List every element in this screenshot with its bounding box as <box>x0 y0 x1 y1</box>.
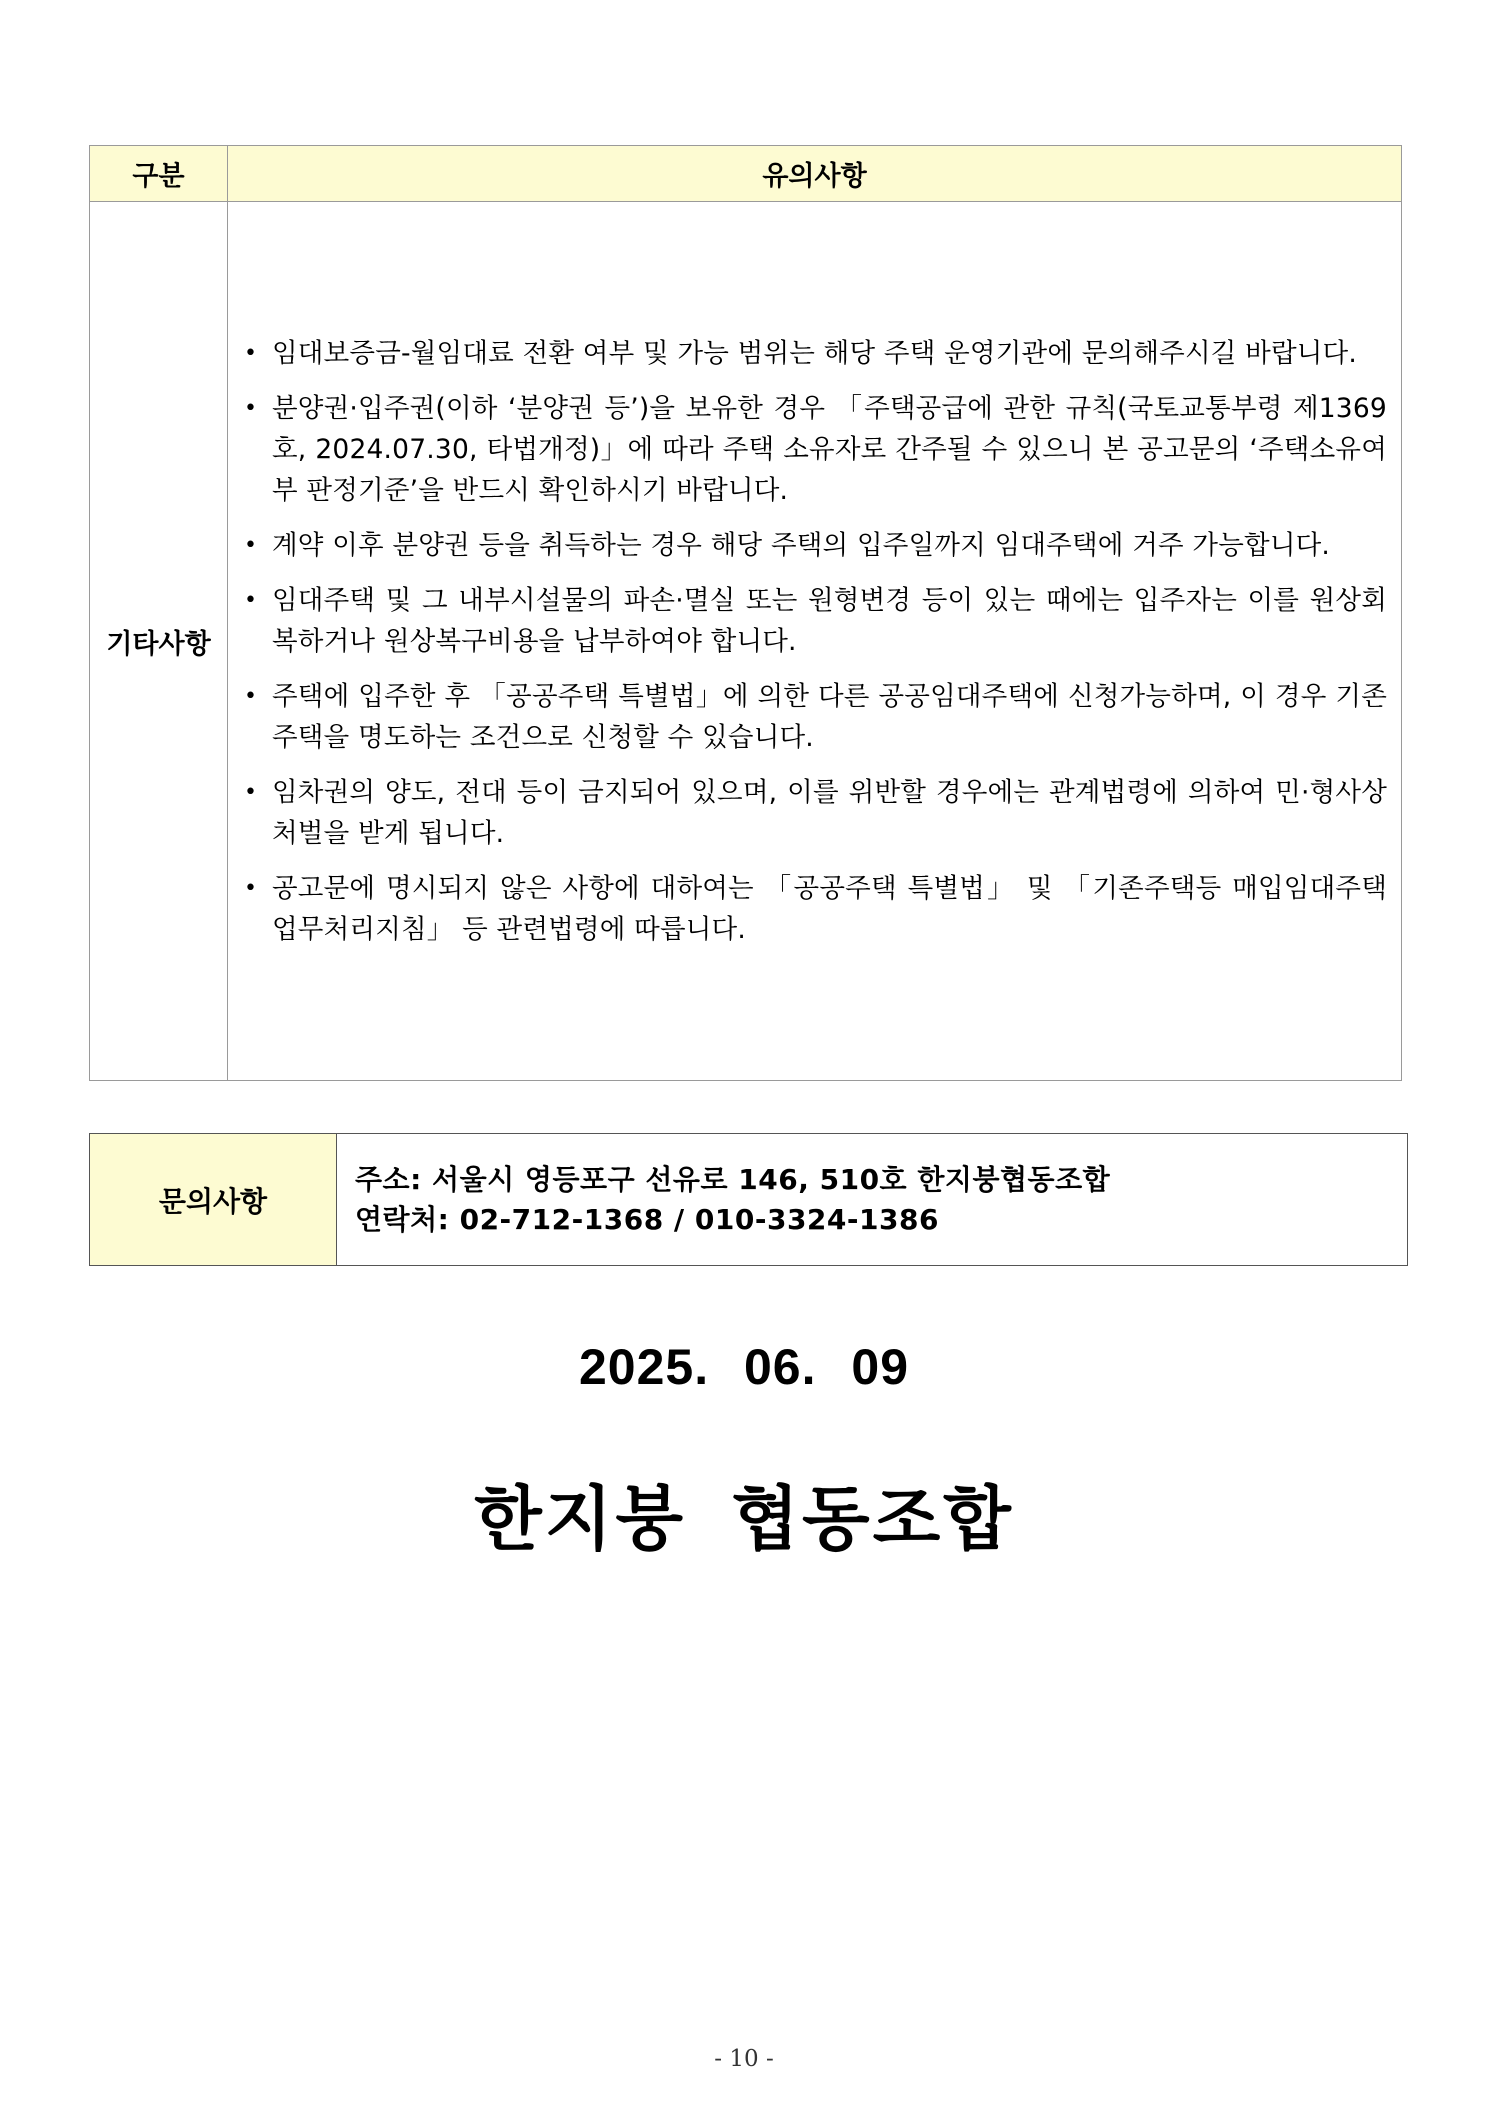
bullet-icon: • <box>244 395 258 421</box>
bullet-icon: • <box>244 683 258 709</box>
organization-name: 한지붕 협동조합 <box>474 1478 1014 1560</box>
announcement-date: 2025. 06. 09 <box>578 1339 910 1395</box>
list-item: • 임대보증금-월임대료 전환 여부 및 가능 범위는 해당 주택 운영기관에 문의해주시길 바랍니다. <box>240 333 1387 374</box>
list-item: • 임대주택 및 그 내부시설물의 파손·멸실 또는 원형변경 등이 있는 때에는 입주자는 이를 원상회복하거나 원상복구비용을 납부하여야 합니다. <box>240 580 1387 662</box>
contact-phone: 연락처: 02-712-1368 / 010-3324-1386 <box>355 1202 939 1236</box>
list-item: • 공고문에 명시되지 않은 사항에 대하여는 「공공주택 특별법」 및 「기존주택등 매입임대주택 업무처리지침」 등 관련법령에 따릅니다. <box>240 868 1387 950</box>
contact-address: 주소: 서울시 영등포구 선유로 146, 510호 한지붕협동조합 <box>355 1162 1111 1196</box>
notice-table-row <box>90 202 1402 1081</box>
bullet-icon: • <box>244 340 258 366</box>
bullet-icon: • <box>244 587 258 613</box>
list-item: • 임차권의 양도, 전대 등이 금지되어 있으며, 이를 위반할 경우에는 관계법령에 의하여 민·형사상 처벌을 받게 됩니다. <box>240 772 1387 854</box>
bullet-icon: • <box>244 779 258 805</box>
notice-table <box>89 145 1402 1081</box>
contact-label: 문의사항 <box>90 1134 337 1266</box>
list-item: • 주택에 입주한 후 「공공주택 특별법」에 의한 다른 공공임대주택에 신청가능하며, 이 경우 기존 주택을 명도하는 조건으로 신청할 수 있습니다. <box>240 676 1387 758</box>
notes-cell <box>228 202 1402 1081</box>
header-notes: 유의사항 <box>228 146 1402 202</box>
notes-list <box>240 333 1387 950</box>
list-item: • 분양권·입주권(이하 ‘분양권 등’)을 보유한 경우 「주택공급에 관한 규칙(국토교통부령 제1369호, 2024.07.30, 타법개정)」에 따라 주택 소유자로 간주될 수 있으니 본 공고문의 ‘주택소유여부 판정기준’을 반드시 확인하시기 바랍니다. <box>240 388 1387 511</box>
category-label: 기타사항 <box>90 202 228 1081</box>
contact-info <box>337 1134 1408 1266</box>
bullet-icon: • <box>244 875 258 901</box>
list-item: • 계약 이후 분양권 등을 취득하는 경우 해당 주택의 입주일까지 임대주택에 거주 가능합니다. <box>240 525 1387 566</box>
header-category: 구분 <box>90 146 228 202</box>
notice-table-header <box>90 146 1402 202</box>
contact-table <box>89 1133 1408 1266</box>
page-number: - 10 - <box>714 2046 774 2072</box>
bullet-icon: • <box>244 532 258 558</box>
